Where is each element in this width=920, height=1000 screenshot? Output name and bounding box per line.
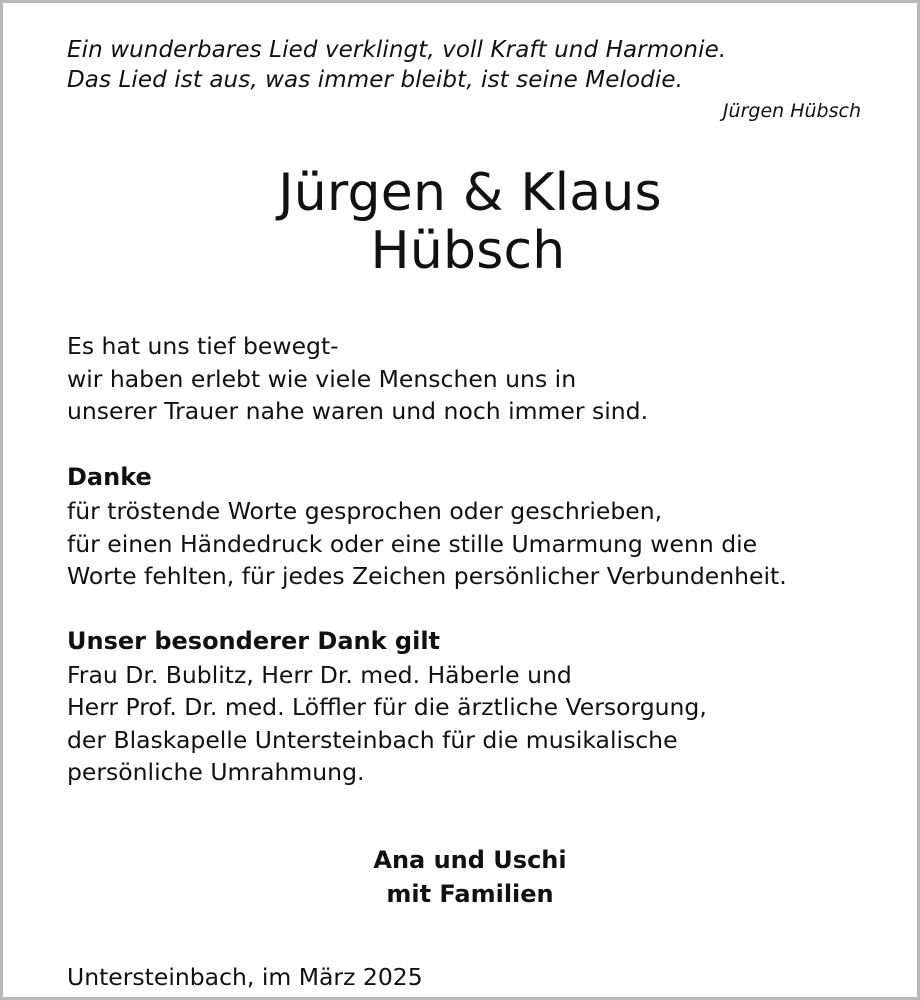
intro-line-2: wir haben erlebt wie viele Menschen uns in (67, 364, 577, 393)
poem-line-2: Das Lied ist aus, was immer bleibt, ist seine Melodie. (67, 67, 684, 94)
signature-line-1: Ana und Uschi (373, 846, 567, 875)
special-thanks-line-1: Frau Dr. Bublitz, Herr Dr. med. Häberle und (67, 660, 572, 689)
signature-line-2: mit Familien (386, 879, 554, 908)
thanks-paragraph (67, 495, 873, 592)
thanks-line-3: Worte fehlten, für jedes Zeichen persönlicher Verbundenheit. (67, 562, 787, 591)
special-thanks-line-2: Herr Prof. Dr. med. Löffler für die ärztliche Versorgung, (67, 693, 707, 722)
poem-line-1: Ein wunderbares Lied verklingt, voll Kraft und Harmonie. (67, 37, 727, 63)
deceased-names-line-1: Jürgen & Klaus (278, 162, 662, 223)
thanks-heading: Danke (67, 463, 152, 492)
place-and-date: Untersteinbach, im März 2025 (67, 962, 423, 991)
intro-paragraph (67, 330, 873, 427)
deceased-names (67, 164, 873, 280)
special-thanks-line-3: der Blaskapelle Untersteinbach für die musikalische (67, 725, 678, 754)
poem-author: Jürgen Hübsch (722, 99, 861, 122)
thanks-line-2: für einen Händedruck oder eine stille Umarmung wenn die (67, 529, 758, 558)
deceased-names-line-2: Hübsch (370, 220, 566, 281)
intro-line-3: unserer Trauer nahe waren und noch immer sind. (67, 397, 649, 426)
poem-block (67, 35, 873, 96)
special-thanks-line-4: persönliche Umrahmung. (67, 757, 365, 786)
signature-block (67, 844, 873, 910)
special-thanks-heading: Unser besonderer Dank gilt (67, 626, 441, 655)
thanks-line-1: für tröstende Worte gesprochen oder geschrieben, (67, 497, 663, 526)
special-thanks-paragraph (67, 659, 873, 789)
intro-line-1: Es hat uns tief bewegt- (67, 332, 339, 361)
